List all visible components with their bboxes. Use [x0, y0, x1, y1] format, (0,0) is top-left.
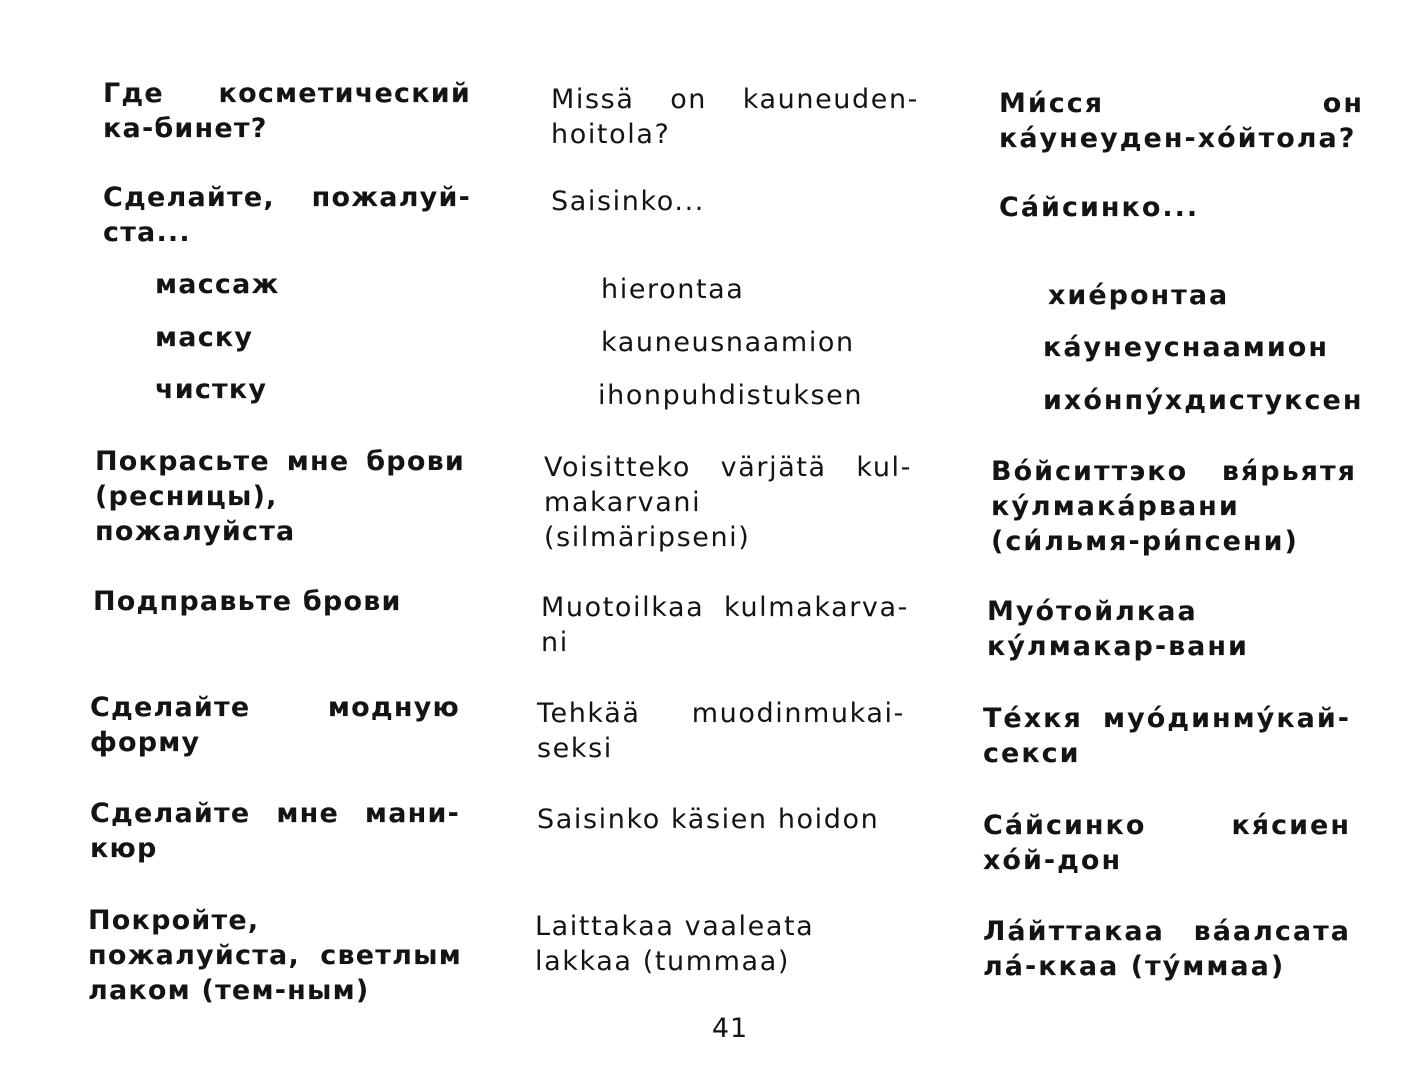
phrase-text: Покройте, пожалуйста, светлым лаком (тем-ным) [88, 905, 462, 1006]
phrase-text: Ла́йттакаа ва́алсата ла́-ккаа (ту́ммаа) [983, 916, 1351, 982]
phrase-text: Подправьте брови [93, 586, 402, 617]
russian-phrase [155, 372, 455, 407]
russian-phrase [155, 320, 455, 355]
russian-phrase [155, 267, 455, 302]
transcription-phrase [991, 454, 1357, 559]
phrase-text: массаж [155, 269, 280, 300]
phrase-text: ка́унеуснаамион [1043, 332, 1330, 363]
phrase-text: Те́хкя муо́динму́кай-секси [983, 703, 1351, 769]
phrase-text: hierontaa [601, 274, 745, 305]
transcription-phrase [1043, 330, 1373, 365]
finnish-phrase [535, 909, 903, 979]
transcription-phrase [999, 190, 1364, 225]
finnish-phrase [601, 325, 921, 360]
russian-phrase [90, 796, 460, 866]
finnish-phrase [544, 450, 912, 555]
transcription-phrase [1043, 383, 1373, 418]
russian-phrase [93, 584, 465, 619]
phrase-text: kauneusnaamion [601, 327, 855, 358]
finnish-phrase [601, 272, 921, 307]
phrase-text: Са́йсинко кя́сиен хо́й-дон [983, 810, 1351, 876]
finnish-phrase [598, 378, 918, 413]
phrase-text: Tehkää muodinmukai-seksi [537, 698, 905, 764]
phrase-text: Муо́тойлкаа ку́лмакар-вани [987, 596, 1249, 662]
phrase-text: Во́йситтэко вя́рьятя ку́лмака́рвани (си́льмя-ри́псени) [991, 456, 1357, 557]
russian-phrase [103, 76, 471, 146]
phrase-text: Missä on kauneuden-hoitola? [551, 84, 919, 150]
phrase-text: Voisitteko värjätä kul-makarvani (silmäripseni) [544, 452, 912, 553]
phrase-text: Са́йсинко... [999, 192, 1200, 223]
finnish-phrase [541, 590, 909, 660]
phrase-text: Laittakaa vaaleata lakkaa (tummaa) [535, 911, 815, 977]
phrase-text: маску [155, 322, 254, 353]
phrase-text: Saisinko käsien hoidon [537, 804, 880, 835]
phrase-text: Ми́сся он ка́унеуден-хо́йтола? [999, 88, 1364, 154]
phrase-text: хие́ронтаа [1048, 280, 1230, 311]
phrase-text: Сделайте мне мани-кюр [90, 798, 460, 864]
russian-phrase [95, 444, 465, 549]
russian-phrase [88, 903, 462, 1008]
phrase-text: ихо́нпу́хдистуксен [1043, 385, 1364, 416]
finnish-phrase [551, 184, 919, 219]
phrase-text: Сделайте, пожалуй-ста... [103, 182, 471, 248]
transcription-phrase [983, 914, 1351, 984]
transcription-phrase [999, 86, 1364, 156]
phrase-text: Сделайте модную форму [90, 692, 460, 758]
transcription-phrase [1048, 278, 1368, 313]
finnish-phrase [551, 82, 919, 152]
phrase-text: чистку [155, 374, 268, 405]
russian-phrase [90, 690, 460, 760]
phrase-text: Покрасьте мне брови (ресницы), пожалуйста [95, 446, 465, 547]
phrase-text: ihonpuhdistuksen [598, 380, 864, 411]
finnish-phrase [537, 802, 905, 837]
phrase-text: Muotoilkaa kulmakarva-ni [541, 592, 909, 658]
phrase-text: Saisinko... [551, 186, 705, 217]
transcription-phrase [987, 594, 1353, 664]
page-number: 41 [711, 1013, 749, 1044]
russian-phrase [103, 180, 471, 250]
phrase-text: Где косметический ка-бинет? [103, 78, 471, 144]
transcription-phrase [983, 701, 1351, 771]
finnish-phrase [537, 696, 905, 766]
transcription-phrase [983, 808, 1351, 878]
